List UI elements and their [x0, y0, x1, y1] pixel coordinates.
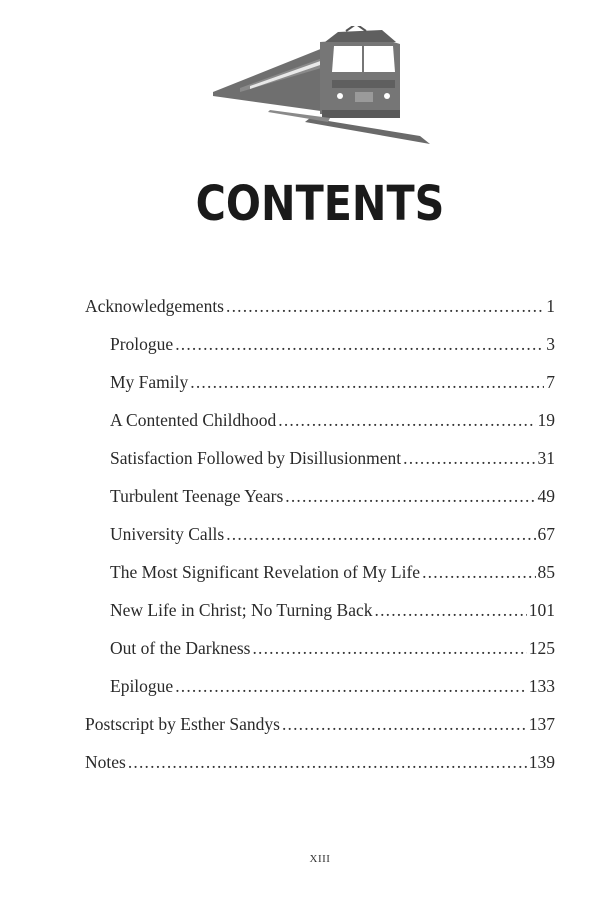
- toc-entry-title: Notes: [85, 752, 126, 772]
- toc-entry-title: Postscript by Esther Sandys: [85, 714, 280, 734]
- toc-entry: [110, 407, 555, 433]
- toc-entry-page-number: 85: [537, 562, 555, 582]
- toc-entry-title: Out of the Darkness: [110, 638, 251, 658]
- dot-leader: [403, 445, 535, 471]
- toc-entry-page-number: 139: [528, 752, 555, 772]
- dot-leader: [128, 749, 527, 775]
- toc-entry-title: New Life in Christ; No Turning Back: [110, 600, 373, 620]
- toc-entry: [85, 293, 555, 319]
- toc-entry-page-number: 125: [528, 638, 555, 658]
- toc-entry-page-number: 7: [546, 372, 555, 392]
- dot-leader: [278, 407, 535, 433]
- toc-entry: [110, 559, 555, 585]
- toc-entry: [85, 711, 555, 737]
- dot-leader: [252, 635, 526, 661]
- toc-entry-page-number: 49: [537, 486, 555, 506]
- toc-entry-title: Acknowledgements: [85, 296, 224, 316]
- page-title: CONTENTS: [195, 176, 445, 232]
- toc-entry-page-number: 31: [537, 448, 555, 468]
- toc-entry-page-number: 67: [537, 524, 555, 544]
- toc-entry-page-number: 3: [546, 334, 555, 354]
- toc-entry-page-number: 1: [546, 296, 555, 316]
- toc-entry-title: A Contented Childhood: [110, 410, 277, 430]
- toc-entry-title: Turbulent Teenage Years: [110, 486, 284, 506]
- toc-entry-page-number: 101: [528, 600, 555, 620]
- toc-entry: [110, 445, 555, 471]
- toc-entry-title: Epilogue: [110, 676, 174, 696]
- toc-entry: [110, 369, 555, 395]
- dot-leader: [282, 711, 527, 737]
- dot-leader: [190, 369, 544, 395]
- toc-entry: [110, 483, 555, 509]
- toc-entry: [85, 749, 555, 775]
- toc-entry-title: University Calls: [110, 524, 225, 544]
- train-icon: [210, 26, 435, 144]
- toc-entry-title: The Most Significant Revelation of My Life: [110, 562, 421, 582]
- toc-entry-page-number: 137: [528, 714, 555, 734]
- dot-leader: [375, 597, 527, 623]
- toc-entry: [110, 635, 555, 661]
- dot-leader: [175, 331, 544, 357]
- dot-leader: [226, 521, 535, 547]
- toc-entry-title: Prologue: [110, 334, 174, 354]
- dot-leader: [422, 559, 535, 585]
- toc-entry-title: My Family: [110, 372, 189, 392]
- toc-entry-page-number: 133: [528, 676, 555, 696]
- toc-entry: [110, 673, 555, 699]
- toc-entry: [110, 597, 555, 623]
- toc-entry: [110, 331, 555, 357]
- page-number: XIII: [309, 853, 331, 865]
- dot-leader: [226, 293, 544, 319]
- toc-entry-title: Satisfaction Followed by Disillusionment: [110, 448, 402, 468]
- toc-entry-page-number: 19: [537, 410, 555, 430]
- toc-entry: [110, 521, 555, 547]
- dot-leader: [175, 673, 527, 699]
- dot-leader: [285, 483, 535, 509]
